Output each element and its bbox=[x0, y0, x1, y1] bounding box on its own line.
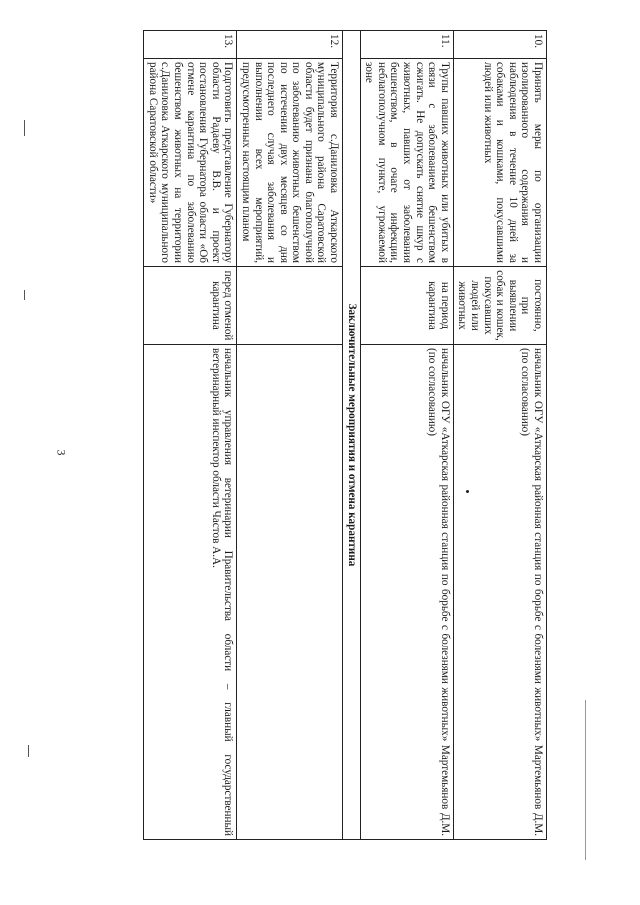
row-deadline bbox=[237, 267, 343, 345]
row-action: Территория с.Даниловка Аткарского муниципального района Саратовской области будет признана благополучной по заболеванию животных бешенством по истечении двух месяцев со дня последнего случая заболевания и выполнении всех мероприятий, предусмотренных настоящим планом bbox=[237, 59, 343, 267]
row-responsible bbox=[237, 345, 343, 840]
table-row bbox=[360, 31, 453, 840]
table-row bbox=[237, 31, 343, 840]
row-number: 11. bbox=[360, 31, 453, 59]
row-action: Принять меры по организации изолированного содержания и наблюдения в течение 10 дней за собаками и кошками, покусавшими людей или животных bbox=[453, 59, 546, 267]
row-number: 13. bbox=[144, 31, 237, 59]
row-number: 12. bbox=[237, 31, 343, 59]
row-action: Трупы павших животных или убитых в связи с заболеванием бешенством сжигать. Не допускать снятие шкур с животных, павших от заболевания бешенством, в очаге инфекции, неблагополучном пункте, угрожаемой зоне bbox=[360, 59, 453, 267]
row-responsible bbox=[453, 345, 546, 840]
row-responsible-text: начальник ОГУ «Аткарская районная станция по борьбе с болезнями животных» Мартемьянов Д.М. (по согласованию) bbox=[519, 348, 544, 836]
table-row bbox=[144, 31, 237, 840]
row-number: 10. bbox=[453, 31, 546, 59]
row-deadline: постоянно, при выявлении собак и кошек, покусавших людей или животных bbox=[453, 267, 546, 345]
row-responsible: начальник ОГУ «Аткарская районная станция по борьбе с болезнями животных» Мартемьянов Д.М. (по согласованию) bbox=[360, 345, 453, 840]
row-deadline: перед отменой карантина bbox=[144, 267, 237, 345]
section-title: Заключительные мероприятия и отмена карантина bbox=[343, 31, 361, 840]
row-responsible: начальник управления ветеринарии Правительства области – главный государственный ветеринарный инспектор области Частов А.А. bbox=[144, 345, 237, 840]
row-deadline: на период карантина bbox=[360, 267, 453, 345]
row-action: Подготовить представление Губернатору области Радаеву В.В. и проект постановления Губернатора области «Об отмене карантина по заболеванию бешенством животных на территории с.Даниловка Аткарского муниципального района Саратовской области» bbox=[144, 59, 237, 267]
section-row bbox=[343, 31, 361, 840]
table-row bbox=[453, 31, 546, 840]
page-number: 3 bbox=[54, 449, 69, 456]
plan-table bbox=[143, 30, 547, 840]
ink-dot bbox=[466, 490, 469, 493]
